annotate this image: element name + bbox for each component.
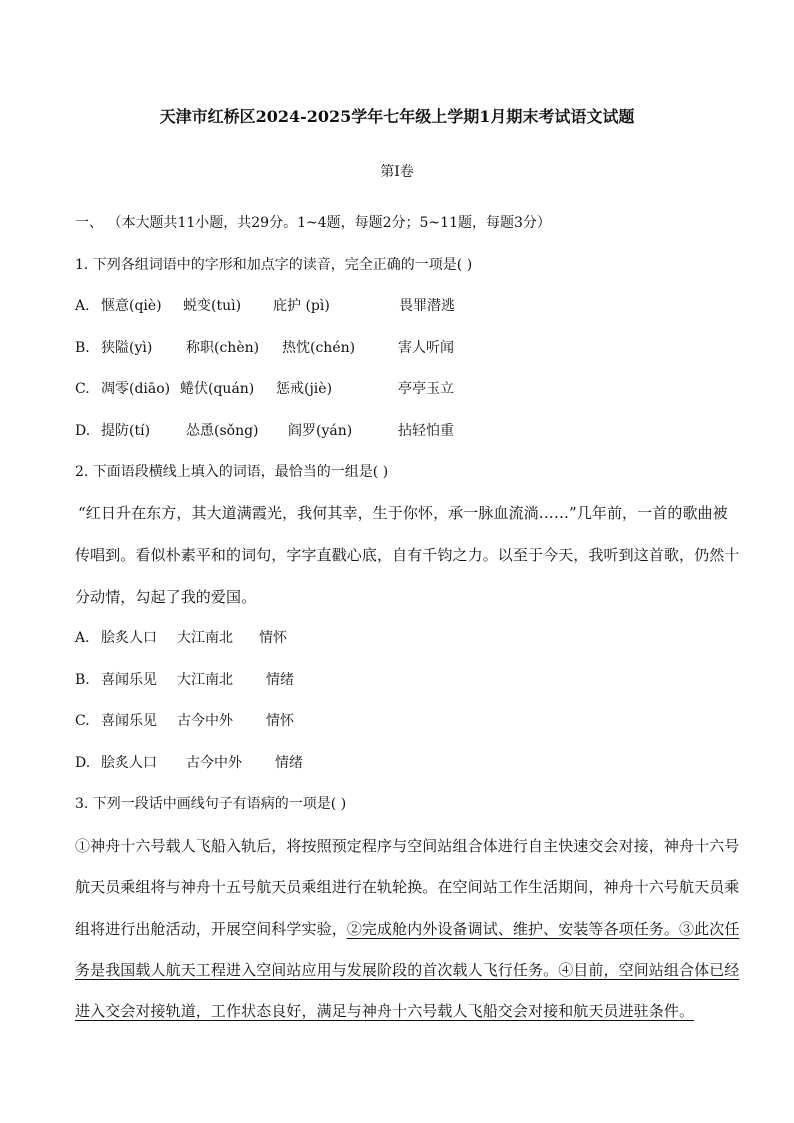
option-item: 古今中外	[177, 713, 233, 729]
option-item: 狭隘(yì)	[101, 340, 153, 356]
question-2-stem: 2. 下面语段横线上填入的词语，最恰当的一组是( )	[75, 464, 389, 480]
plain-text: 航天员乘组将与神舟十五号航天员乘组进行在轨轮换。在空间站工作生活期间，神舟十六号航天员乘	[75, 878, 740, 896]
plain-text: ①神舟十六号载人飞船入轨后，将按照预定程序与空间站组合体进行自主快速交会对接，神舟十六号	[75, 837, 740, 855]
option-label: A.	[75, 630, 90, 646]
option-item: 脍炙人口	[101, 755, 157, 771]
volume-label: 第I卷	[380, 164, 414, 180]
option-item: 阎罗(yán)	[288, 423, 353, 439]
option-item: 惩戒(jiè)	[276, 381, 333, 397]
q3-passage-line	[75, 1001, 694, 1021]
option-label: B.	[75, 672, 90, 688]
option-label: C.	[75, 713, 90, 729]
option-item: 惬意(qiè)	[101, 298, 162, 314]
option-label: D.	[75, 423, 91, 439]
option-item: 亭亭玉立	[398, 381, 454, 397]
option-item: 脍炙人口	[101, 630, 157, 646]
plain-text: 组将进行出舱活动，开展空间科学实验，	[75, 920, 347, 938]
q2-option-c	[75, 711, 294, 731]
q2-option-d	[75, 753, 303, 773]
option-item: 喜闻乐见	[101, 713, 157, 729]
q2-passage-line: “红日升在东方，其大道满霞光，我何其幸，生于你怀，承一脉血流淌……”几年前，一首的歌曲被	[78, 504, 728, 522]
underlined-sentence: 进入交会对接轨道，工作状态良好，满足与神舟十六号载人飞船交会对接和航天员进驻条件。	[75, 1002, 695, 1020]
q2-passage-line: 传唱到。看似朴素平和的词句，字字直戳心底，自有千钧之力。以至于今天，我听到这首歌，仍然十	[75, 546, 740, 564]
option-item: 喜闻乐见	[101, 672, 157, 688]
q2-option-b	[75, 670, 294, 690]
option-item: 情怀	[266, 713, 294, 729]
q2-option-a	[75, 628, 287, 648]
option-label: B.	[75, 340, 90, 356]
option-item: 情绪	[266, 672, 294, 688]
option-item: 情怀	[259, 630, 287, 646]
option-item: 大江南北	[177, 672, 233, 688]
option-item: 凋零(diāo)	[101, 381, 171, 397]
q1-option-d	[75, 421, 454, 441]
option-item: 古今中外	[186, 755, 242, 771]
option-item: 提防(tí)	[101, 423, 151, 439]
exam-title: 天津市红桥区2024-2025学年七年级上学期1月期末考试语文试题	[159, 107, 635, 126]
q3-passage-line	[75, 919, 739, 939]
underlined-sentence: ②完成舱内外设备调试、维护、安装等各项任务。③此次任	[346, 920, 740, 938]
underlined-sentence: 务是我国载人航天工程进入空间站应用与发展阶段的首次载人飞行任务。④目前，空间站组合体已经	[75, 961, 740, 979]
q3-passage-line	[75, 836, 739, 856]
option-item: 热忱(chén)	[282, 340, 356, 356]
option-item: 蜕变(tuì)	[183, 298, 242, 314]
option-item: 大江南北	[177, 630, 233, 646]
option-item: 害人听闻	[398, 340, 454, 356]
section-heading: 一、 （本大题共11小题，共29分。1~4题，每题2分；5~11题，每题3分）	[75, 215, 551, 231]
q1-option-c	[75, 379, 454, 399]
q1-option-b	[75, 338, 454, 358]
option-item: 情绪	[275, 755, 303, 771]
option-item: 蜷伏(quán)	[180, 381, 255, 397]
option-label: C.	[75, 381, 90, 397]
q3-passage-line	[75, 877, 739, 897]
option-item: 拈轻怕重	[398, 423, 454, 439]
option-item: 庇护 (pì)	[273, 298, 330, 314]
option-item: 畏罪潜逃	[399, 298, 455, 314]
question-3-stem: 3. 下列一段话中画线句子有语病的一项是( )	[75, 796, 347, 812]
question-1-stem: 1. 下列各组词语中的字形和加点字的读音，完全正确的一项是( )	[75, 257, 473, 273]
option-item: 怂恿(sǒng)	[186, 423, 259, 439]
q3-passage-line	[75, 960, 739, 980]
option-item: 称职(chèn)	[186, 340, 260, 356]
q2-passage-line: 分动情，勾起了我的爱国。	[75, 588, 257, 606]
q1-option-a	[75, 296, 455, 316]
option-label: D.	[75, 755, 91, 771]
option-label: A.	[75, 298, 90, 314]
